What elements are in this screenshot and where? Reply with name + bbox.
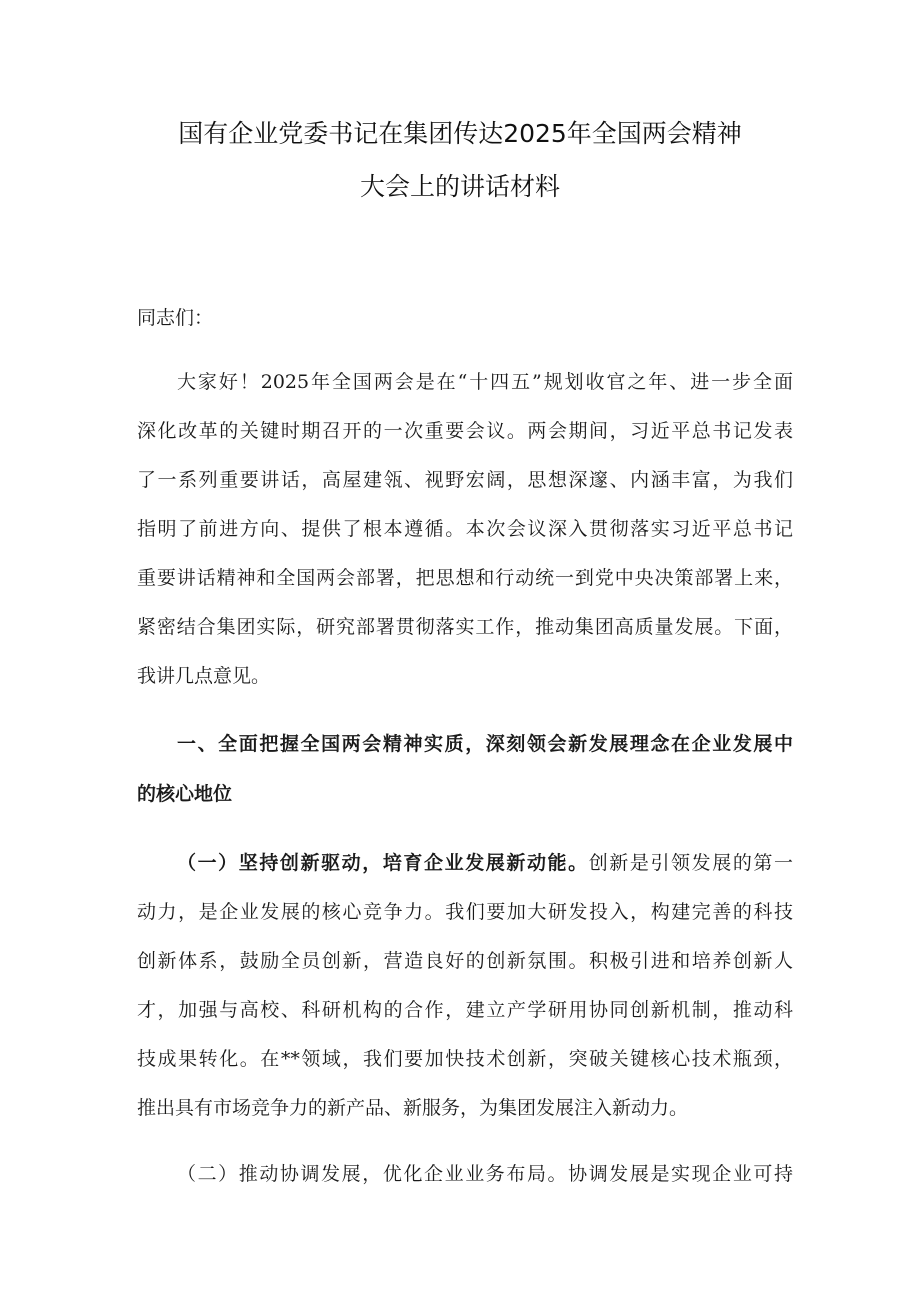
subsection-first-line xyxy=(177,850,793,876)
intro-line: 了一系列重要讲话，高屋建瓴、视野宏阔，思想深邃、内涵丰富，为我们 xyxy=(137,469,793,491)
subsection-first-rest: 创新是引领发展的第一 xyxy=(588,852,793,874)
subsection-line: 推出具有市场竞争力的新产品、新服务，为集团发展注入新动力。 xyxy=(137,1097,689,1119)
subsection-line: 才，加强与高校、科研机构的合作，建立产学研用协同创新机制，推动科 xyxy=(137,999,793,1021)
subsection-line: 技成果转化。在**领域，我们要加快技术创新，突破关键核心技术瓶颈， xyxy=(137,1048,793,1070)
section-heading-line: 一、全面把握全国两会精神实质，深刻领会新发展理念在企业发展中 xyxy=(177,733,793,755)
subsection-line: 创新体系，鼓励全员创新，营造良好的创新氛围。积极引进和培养创新人 xyxy=(137,950,793,972)
document-title-line-2: 大会上的讲话材料 xyxy=(359,172,560,201)
document-title-line-1: 国有企业党委书记在集团传达2025年全国两会精神 xyxy=(178,119,742,148)
subsection-first-line: （二）推动协调发展，优化企业业务布局。协调发展是实现企业可持 xyxy=(177,1163,793,1185)
section-heading-line: 的核心地位 xyxy=(137,783,233,805)
intro-line: 紧密结合集团实际，研究部署贯彻落实工作，推动集团高质量发展。下面， xyxy=(137,616,793,638)
subsection-line: 动力，是企业发展的核心竞争力。我们要加大研发投入，构建完善的科技 xyxy=(137,901,793,923)
intro-line: 重要讲话精神和全国两会部署，把思想和行动统一到党中央决策部署上来， xyxy=(137,567,793,589)
subsection-lead: （一）坚持创新驱动，培育企业发展新动能。 xyxy=(177,852,589,874)
intro-line: 我讲几点意见。 xyxy=(137,665,271,687)
salutation: 同志们： xyxy=(137,307,214,329)
intro-line: 指明了前进方向、提供了根本遵循。本次会议深入贯彻落实习近平总书记 xyxy=(137,518,793,540)
intro-line: 深化改革的关键时期召开的一次重要会议。两会期间，习近平总书记发表 xyxy=(137,420,793,442)
intro-line: 大家好！2025年全国两会是在“十四五”规划收官之年、进一步全面 xyxy=(177,371,793,393)
